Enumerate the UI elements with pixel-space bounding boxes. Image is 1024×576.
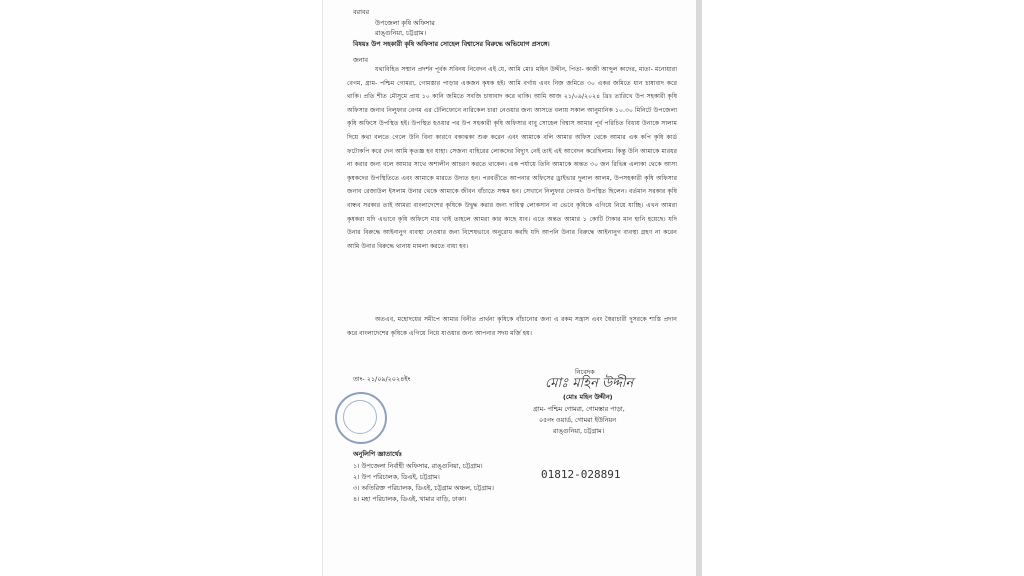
salutation: জনাব xyxy=(353,56,368,64)
sender-name: (মোঃ মহিন উদ্দীন) xyxy=(563,393,613,401)
recipient-line-2: রাঙ্গুনিয়া, চট্টগ্রাম। xyxy=(375,29,426,37)
sender-address-1: গ্রাম- পশ্চিম গোমরা, গোমস্তার পাড়া, xyxy=(533,405,625,413)
date: তাং- ২১/০৯/২০২৪ইং xyxy=(353,375,411,383)
sender-address-2: ০৫নং ওয়ার্ড, গোমরা ইউনিয়ন xyxy=(539,416,617,424)
sender-address-3: রাঙ্গুনিয়া, চট্টগ্রাম। xyxy=(553,427,604,435)
closing-label: নিবেদক xyxy=(575,368,595,376)
document-page xyxy=(322,0,702,576)
body-paragraph-2: অতএব, মহোদয়ের সমীপে আমার বিনীত প্রার্থনা কৃষিকে বাঁচানোর জন্য এ রকম সন্ত্রাস এবং স্বৈরাচারী দুসরকে শাস্তি প্রদান করে বাংলাদেশের কৃষিকে এগিয়ে নিয়ে যাওয়ার জন্য আপনার সদয় মর্জি হয়। xyxy=(347,316,677,337)
cc-item: ১। উপজেলা নির্বাহী অফিসার, রাঙ্গুনিয়া, চট্টগ্রাম। xyxy=(353,462,483,470)
background xyxy=(0,0,322,576)
cc-item: ৩। অতিরিক্ত পরিচালক, ডিএই, চট্টগ্রাম অঞ্চল, চট্টগ্রাম। xyxy=(353,484,494,492)
official-seal-icon xyxy=(335,392,387,444)
body-paragraph-1: যথাবিহিত সম্মান প্রদর্শন পূর্বক সবিনয় নিবেদন এই যে, আমি মোঃ মহিন উদ্দীন, পিতা- কাজী আব্দুল কাদের, মাতা- মনোয়ারা বেগম, গ্রাম- পশ্চিম গোমরা, গোমস্তার পাড়ার একজন কৃষক হই। আমি বর্গায় এবং নিজ জমিতে ৩০ একর জমিতে ধান চাষাবাদ করে থাকি। প্রতি শীত মৌসুমে প্রায় ১০ কানি জমিতে সবজি চাষাবাদ করে থাকি। আমি আজ ২১/০৯/২০২৪ খ্রিঃ তারিখে উপ সহকারী কৃষি অফিসার জনাব নিলুফার বেগম এর টেলিফোনে নারিকেল চারা নেওয়ার জন্য আসতে বলায় সকাল আনুমানিক ১০.৩০ মিনিটে উপজেলা কৃষি অফিসে উপস্থিত হই। উপস্থিত হওয়ার পর উপ সহকারী কৃষি অফিসার বাবু সোহেল বিশ্বাস আমার পূর্ব পরিচিত বিধায় উনাকে সালাম দিয়ে কথা বলতে গেলে উনি বিনা কারণে বকাঝকা শুরু করেন এবং আমাকে বলি আমার অফিস থেকে আমার এক কপি কৃষি কার্ড ফটোকপি করে দেন আমি কৃতজ্ঞ হব যাহা। সেজন্য বাহিরের লোকদের বিদ্যুৎ নেই তাই এই আবেদন করেছিলাম। কিন্তু উনি আমাকে মারধর না করার জন্য বলে আমার সাথে অশালীন আচরণ করতে থাকেন। এক পর্যায়ে তিনি আমাকে অন্তত ৩০ জন রিভিন্ন এলাকা থেকে আসা কৃষকদের উপস্থিতিতে এবং আমাকে মারতে উদ্যত হন। পরবর্তীতে আপনার অফিসের ড্রাইভার দুলাল আলম, উপসহকারী কৃষি অফিসার জনাব রেজাউল ইসলাম উনার থেকে আমাকে জীবন বাঁচাতে সক্ষম হন। সেখানে নিলুফার বেগমও উপস্থিত ছিলেন। বর্তমান সরকার কৃষি বান্ধব সরকার তাই আমরা বাংলাদেশের কৃষিকে উদ্বুদ্ধ করার জন্য দায়িত্ব লোকসান না ভেবে কৃষিকে এগিয়ে নিয়ে যাচ্ছি। এখন আমরা কৃষকরা যদি এভাবে কৃষি অফিসে মার খাই তাহলে আমরা কার কাছে যাব। এতে অন্তত আমার ১ কোটি টাকার মান হানি হয়েছে। যদি উনার বিরুদ্ধে আইনানুগ ব্যবস্থা নেওয়ার জন্য বিশেষভাবে অনুরোধ করছি যদি আপনি উনার বিরুদ্ধে আইনানুগ ব্যবস্থা গ্রহণ না করেন আমি উনার বিরুদ্ধে থানায় মামলা করতে বাধ্য হব। xyxy=(347,66,677,250)
to-label: বরাবর xyxy=(353,8,369,16)
cc-item: ৪। মহা পরিচালক, ডিএই, খামার বাড়ি, ঢাকা। xyxy=(353,495,467,503)
handwritten-phone: 01812-028891 xyxy=(541,468,621,481)
subject: বিষয়ঃ উপ সহকারী কৃষি অফিসার সোহেল বিশ্বাসের বিরুদ্ধে অভিযোগ প্রসঙ্গে। xyxy=(353,40,550,48)
recipient-line-1: উপজেলা কৃষি অফিসার xyxy=(375,19,435,27)
signature: মোঃ মহিন উদ্দীন xyxy=(545,376,634,391)
cc-item: ২। উপ পরিচালক, ডিএই, চট্টগ্রাম। xyxy=(353,473,440,481)
cc-label: অনুলিপি জ্ঞাতার্থেঃ xyxy=(353,450,403,458)
